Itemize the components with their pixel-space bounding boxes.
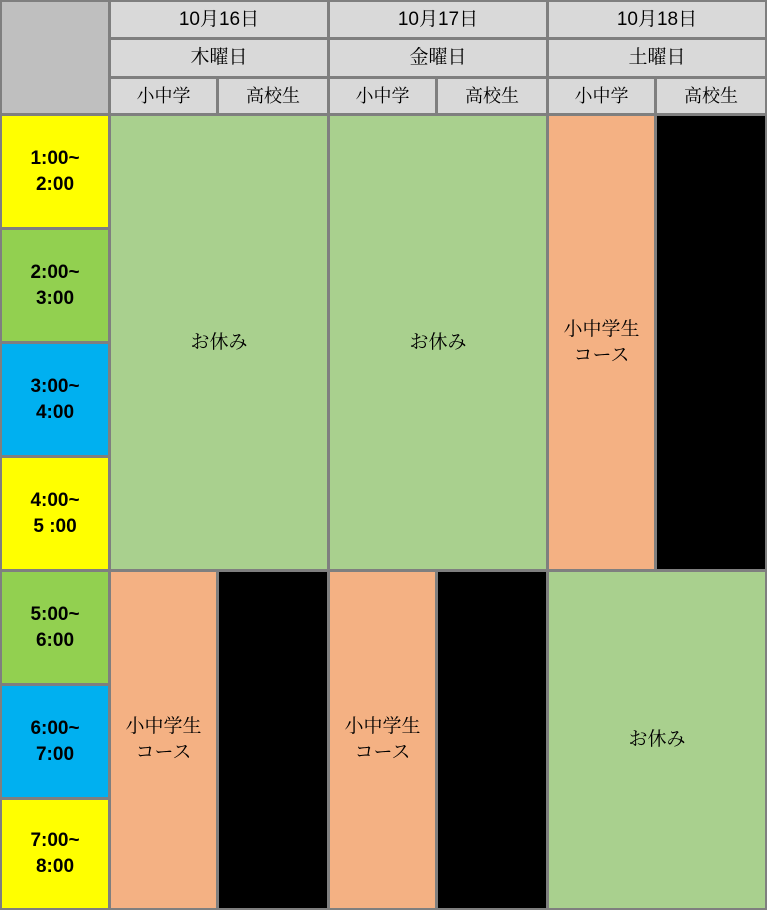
schedule-block-fri-rest (330, 116, 546, 569)
schedule-block-thu-pm-course-label1: 小中学生 (125, 716, 202, 738)
time-slot-7-to: 8:00 (35, 856, 75, 877)
time-slot-4 (2, 458, 108, 569)
schedule-block-thu-pm-course (111, 572, 216, 908)
schedule-block-fri-rest-label: お休み (409, 331, 467, 353)
schedule-block-fri-pm-course-label1: 小中学生 (344, 716, 421, 738)
grade-header-4: 高校生 (438, 79, 546, 113)
time-slot-4-to: 5 :00 (33, 515, 77, 537)
schedule-block-thu-pm-empty (219, 572, 327, 908)
table-corner (2, 2, 108, 113)
schedule-block-sat-pm-rest-label: お休み (628, 729, 686, 751)
date-header-2: 10月17日 (330, 2, 546, 37)
schedule-block-sat-am-empty (657, 116, 765, 569)
time-slot-5 (2, 572, 108, 683)
time-slot-6-from: 6:00~ (30, 717, 80, 739)
time-slot-2-from: 2:00~ (30, 261, 80, 283)
schedule-block-sat-am-course-label1: 小中学生 (563, 318, 640, 340)
grade-header-2: 高校生 (219, 79, 327, 113)
schedule-block-sat-am-course-label2: コース (573, 344, 630, 366)
schedule-block-sat-am-course (549, 116, 654, 569)
schedule-block-fri-pm-empty (438, 572, 546, 908)
date-header-3: 10月18日 (549, 2, 765, 37)
time-slot-3 (2, 344, 108, 455)
time-slot-7-from: 7:00~ (30, 830, 80, 852)
time-slot-1-from: 1:00~ (30, 147, 80, 169)
weekday-header-3: 土曜日 (549, 40, 765, 76)
time-slot-2-to: 3:00 (35, 287, 75, 309)
schedule-block-thu-rest-label: お休み (190, 331, 248, 353)
time-slot-1 (2, 116, 108, 227)
time-slot-2 (2, 230, 108, 341)
date-header-1: 10月16日 (111, 2, 327, 37)
grade-header-5: 小中学 (549, 79, 654, 113)
time-slot-1-to: 2:00 (35, 173, 75, 195)
weekday-header-1: 木曜日 (111, 40, 327, 76)
grade-header-6: 高校生 (657, 79, 765, 113)
grade-header-1: 小中学 (111, 79, 216, 113)
schedule-block-fri-pm-course (330, 572, 435, 908)
time-slot-6 (2, 686, 108, 797)
time-slot-4-from: 4:00~ (30, 489, 80, 511)
schedule-block-sat-pm-rest (549, 572, 765, 908)
schedule-block-thu-rest (111, 116, 327, 569)
weekday-header-2: 金曜日 (330, 40, 546, 76)
time-slot-3-from: 3:00~ (30, 375, 80, 397)
grade-header-3: 小中学 (330, 79, 435, 113)
time-slot-3-to: 4:00 (35, 401, 75, 423)
schedule-block-fri-pm-course-label2: コース (354, 742, 411, 763)
time-slot-7 (2, 800, 108, 908)
time-slot-5-to: 6:00 (35, 629, 75, 651)
time-slot-6-to: 7:00 (35, 743, 75, 765)
time-slot-5-from: 5:00~ (30, 603, 80, 625)
schedule-block-thu-pm-course-label2: コース (135, 742, 192, 763)
